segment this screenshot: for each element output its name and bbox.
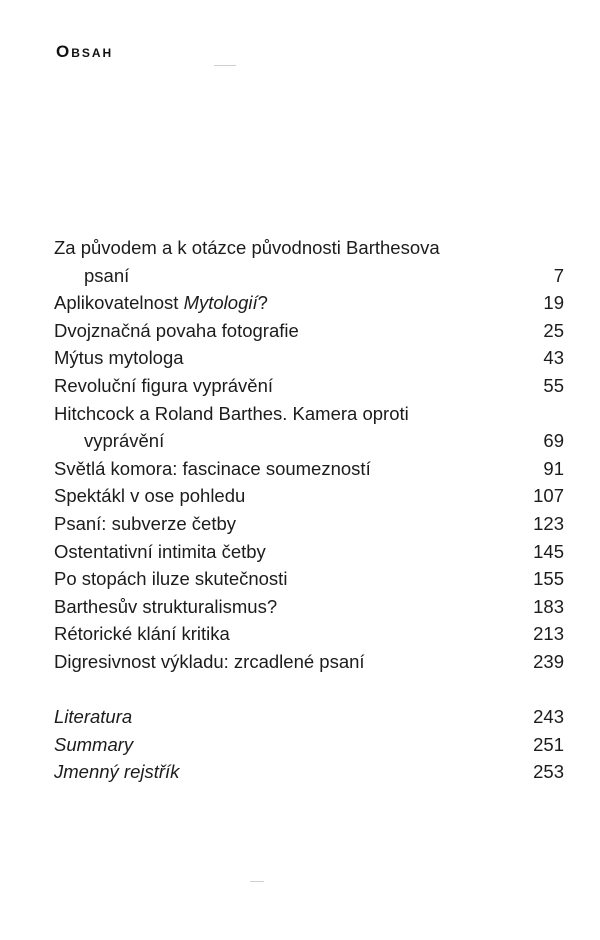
toc-entry-title: Barthesův strukturalismus?	[54, 595, 278, 617]
toc-entry[interactable]	[54, 372, 564, 400]
toc-entry[interactable]	[54, 593, 564, 621]
toc-entry[interactable]	[54, 538, 564, 566]
toc-entry[interactable]	[54, 317, 564, 345]
toc-entry-title	[54, 289, 564, 317]
toc-entry-title: Summary	[54, 733, 134, 755]
toc-entry-page: 7	[553, 264, 564, 286]
toc-entry-page: 91	[543, 457, 564, 479]
scan-speck	[250, 881, 264, 882]
toc-entry-title: Za původem a k otázce původnosti Barthesova	[54, 237, 440, 258]
toc-entry-title: Psaní: subverze četby	[54, 512, 237, 534]
toc-entry[interactable]	[54, 400, 564, 455]
toc-entry-title: Ostentativní intimita četby	[54, 540, 266, 562]
toc-entry-page: 123	[533, 512, 564, 534]
toc-back-matter-entry[interactable]	[54, 758, 564, 786]
section-gap	[54, 676, 564, 704]
toc-entry-page: 251	[533, 733, 564, 755]
toc-entry-title: Jmenný rejstřík	[54, 761, 180, 783]
toc-entry-page: 107	[533, 485, 564, 507]
toc-entry[interactable]	[54, 565, 564, 593]
toc-entry-title-continuation: psaní	[84, 264, 130, 286]
toc-entry-title-text: ?	[257, 292, 268, 314]
toc-entry[interactable]	[54, 344, 564, 372]
page-heading: Obsah	[56, 42, 114, 61]
toc-entry-title: Revoluční figura vyprávění	[54, 374, 274, 396]
toc-entry-page: 183	[533, 595, 564, 617]
toc-entry[interactable]	[54, 482, 564, 510]
toc-entry-title: Literatura	[54, 706, 133, 728]
toc-entry[interactable]	[54, 648, 564, 676]
toc-entry-title-continuation: vyprávění	[84, 430, 165, 452]
toc-entry-title: Mýtus mytologa	[54, 347, 184, 369]
toc-entry-page: 155	[533, 568, 564, 590]
table-of-contents	[54, 234, 564, 786]
toc-entry[interactable]	[54, 234, 564, 289]
toc-entry-title: Hitchcock a Roland Barthes. Kamera oproti	[54, 402, 409, 424]
toc-entry-title: Rétorické klání kritika	[54, 623, 230, 645]
toc-entry-title: Dvojznačná povaha fotografie	[54, 319, 299, 341]
toc-entry-title: Po stopách iluze skutečnosti	[54, 568, 288, 590]
toc-entry[interactable]	[54, 455, 564, 483]
toc-entry-page: 253	[533, 761, 564, 783]
toc-entry-title-italic: Mytologií	[183, 292, 258, 314]
toc-entry[interactable]	[54, 620, 564, 648]
toc-entry-page: 19	[543, 292, 564, 314]
toc-entry-page: 243	[533, 706, 564, 728]
toc-entry-title: Digresivnost výkladu: zrcadlené psaní	[54, 650, 365, 672]
toc-entry-page: 213	[533, 623, 564, 645]
toc-entry-page: 43	[543, 347, 564, 369]
toc-entry[interactable]	[54, 510, 564, 538]
toc-entry[interactable]	[54, 289, 564, 317]
toc-entry-page: 239	[533, 650, 564, 672]
scan-speck	[214, 65, 236, 66]
toc-entry-title-text: Aplikovatelnost	[54, 292, 184, 314]
toc-back-matter-entry[interactable]	[54, 703, 564, 731]
toc-entry-page: 25	[543, 319, 564, 341]
toc-entry-title: Spektákl v ose pohledu	[54, 485, 246, 507]
toc-back-matter-entry[interactable]	[54, 731, 564, 759]
toc-entry-title: Světlá komora: fascinace soumezností	[54, 457, 371, 479]
toc-entry-page: 69	[543, 430, 564, 452]
toc-entry-page: 145	[533, 540, 564, 562]
toc-entry-page: 55	[543, 374, 564, 396]
